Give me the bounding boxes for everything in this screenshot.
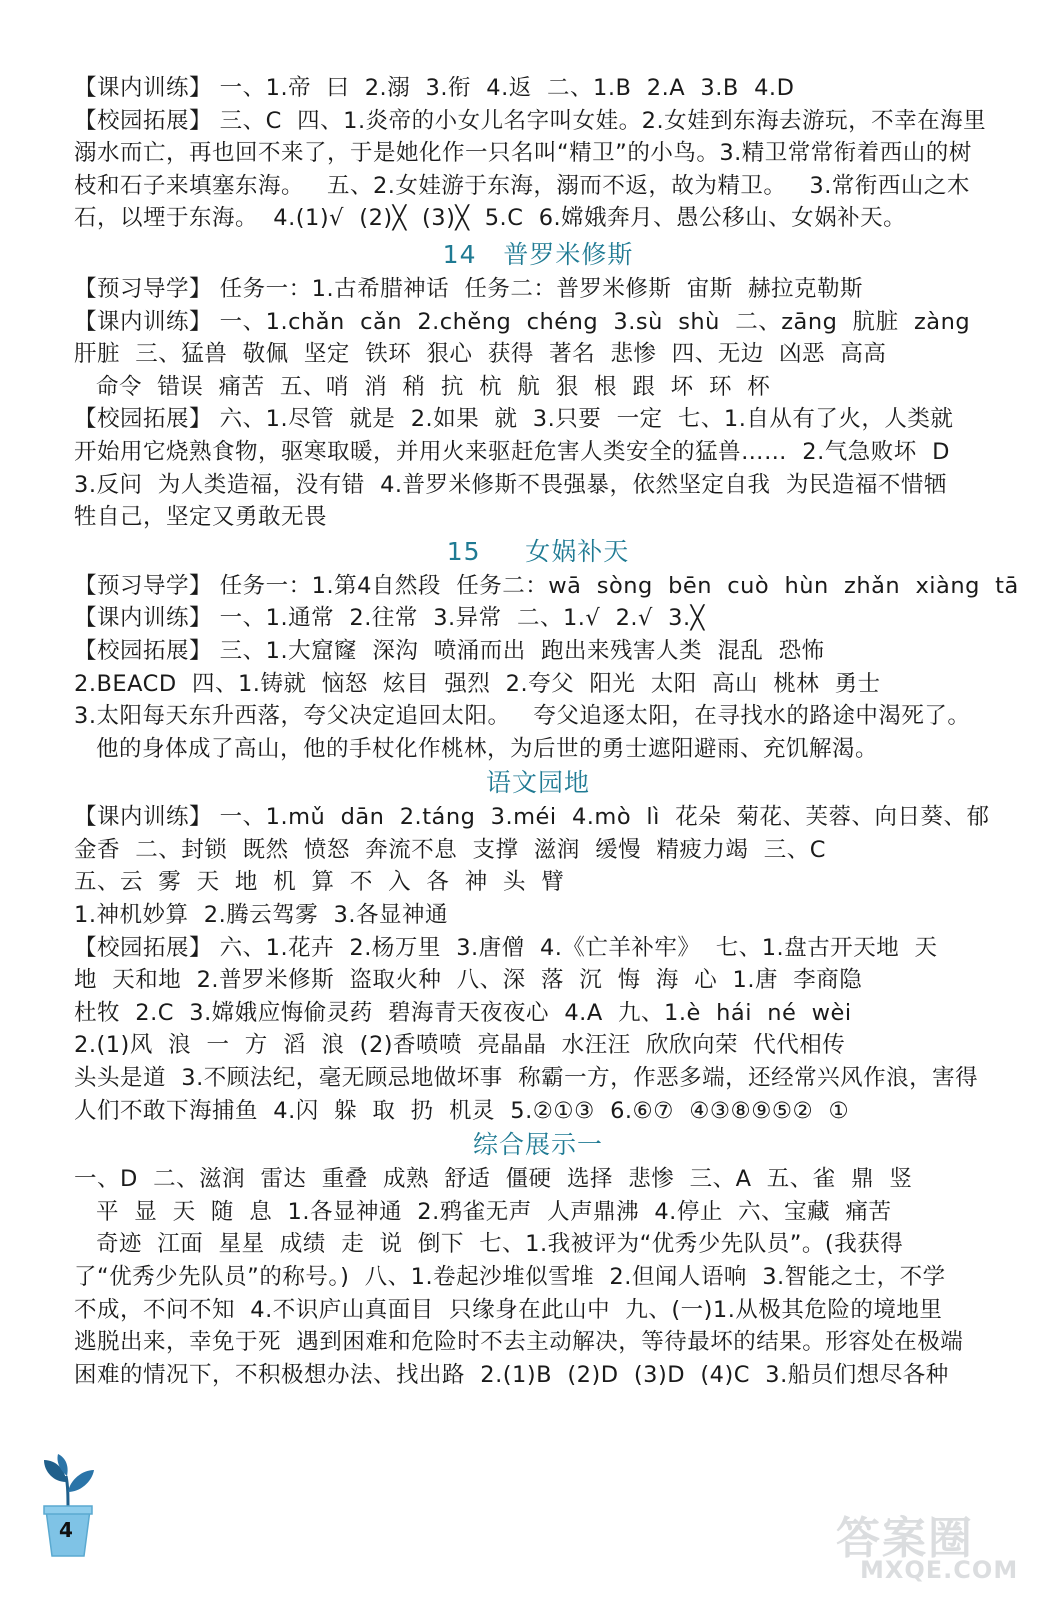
answer-line: 杜牧 2.C 3.嫦娥应悔偷灵药 碧海青天夜夜心 4.A 九、1.è hái né wèi <box>74 999 852 1026</box>
section-title: 综合展示一 <box>472 1130 603 1160</box>
section-title: 15 女娲补天 <box>446 536 630 566</box>
answer-line: 【预习导学】 任务一：1.第4自然段 任务二：wā sòng bēn cuò hùn zhǎn xiàng tā <box>74 572 1019 599</box>
section-title: 语文园地 <box>485 768 590 798</box>
answer-line: 人们不敢下海捕鱼 4.闪 躲 取 扔 机灵 5.②①③ 6.⑥⑦ ④③⑧⑨⑤② ① <box>74 1097 850 1124</box>
watermark-text: 答案圈 <box>836 1513 974 1564</box>
answer-line: 【课内训练】 一、1.mǔ dān 2.táng 3.méi 4.mò lì 花朵 菊花、芙蓉、向日葵、郁 <box>74 804 990 831</box>
answer-line: 【课内训练】 一、1.chǎn cǎn 2.chěng chéng 3.sù shù 二、zāng 肮脏 zàng <box>74 308 971 335</box>
watermark-logo <box>834 1500 1034 1590</box>
answer-line: 奇迹 江面 星星 成绩 走 说 倒下 七、1.我被评为“优秀少先队员”。(我获得 <box>96 1231 904 1258</box>
answer-line: 【课内训练】 一、1.帝 曰 2.溺 3.衔 4.返 二、1.B 2.A 3.B 4.D <box>74 75 795 101</box>
answer-line: 3.反问 为人类造福，没有错 4.普罗米修斯不畏强暴，依然坚定自我 为民造福不惜牺 <box>74 471 947 498</box>
answer-line: 困难的情况下，不积极想办法、找出路 2.(1)B (2)D (3)D (4)C 3.船员们想尽各种 <box>74 1361 949 1388</box>
answer-line: 2.(1)风 浪 一 方 滔 浪 (2)香喷喷 亮晶晶 水汪汪 欣欣向荣 代代相传 <box>74 1032 846 1059</box>
answer-line: 2.BEACD 四、1.铸就 恼怒 炫目 强烈 2.夸父 阳光 太阳 高山 桃林 勇士 <box>74 670 881 697</box>
answer-line: 不成，不问不知 4.不识庐山真面目 只缘身在此山中 九、(一)1.从极其危险的境地里 <box>74 1296 943 1323</box>
answer-line: 【预习导学】 任务一：1.古希腊神话 任务二：普罗米修斯 宙斯 赫拉克勒斯 <box>74 275 864 302</box>
watermark-url: MXQE.COM <box>860 1556 1019 1584</box>
answer-line: 他的身体成了高山，他的手杖化作桃林，为后世的勇士遮阳避雨、充饥解渴。 <box>96 735 879 762</box>
answer-line: 【校园拓展】 三、C 四、1.炎帝的小女儿名字叫女娃。2.女娃到东海去游玩，不幸在海里 <box>74 107 987 134</box>
answer-line: 【校园拓展】 六、1.花卉 2.杨万里 3.唐僧 4.《亡羊补牢》 七、1.盘古开天地 天 <box>74 934 938 961</box>
answer-line: 头头是道 3.不顾法纪，毫无顾忌地做坏事 称霸一方，作恶多端，还经常兴风作浪，害得 <box>74 1065 979 1092</box>
answer-line: 3.太阳每天东升西落，夸父决定追回太阳。 夸父追逐太阳，在寻找水的路途中渴死了。 <box>74 703 971 730</box>
plant-pot-icon <box>36 1452 100 1558</box>
answer-line: 一、D 二、滋润 雷达 重叠 成熟 舒适 僵硬 选择 悲惨 三、A 五、雀 鼎 竖 <box>74 1166 913 1193</box>
answer-line: 平 显 天 随 息 1.各显神通 2.鸦雀无声 人声鼎沸 4.停止 六、宝藏 痛苦 <box>96 1198 892 1225</box>
answer-line: 牲自己，坚定又勇敢无畏 <box>74 504 328 531</box>
answer-line: 【课内训练】 一、1.通常 2.往常 3.异常 二、1.√ 2.√ 3.╳ <box>74 605 705 632</box>
answer-line: 开始用它烧熟食物，驱寒取暖，并用火来驱赶危害人类安全的猛兽…… 2.气急败坏 D <box>74 438 950 465</box>
answer-line: 石，以堙于东海。 4.(1)√ (2)╳ (3)╳ 5.C 6.嫦娥奔月、愚公移山、女娲补天。 <box>74 205 907 232</box>
answer-line: 【校园拓展】 三、1.大窟窿 深沟 喷涌而出 跑出来残害人类 混乱 恐怖 <box>74 637 825 664</box>
answer-line: 枝和石子来填塞东海。 五、2.女娃游于东海，溺而不返，故为精卫。 3.常衔西山之木 <box>74 172 970 199</box>
answer-line: 金香 二、封锁 既然 愤怒 奔流不息 支撑 滋润 缓慢 精疲力竭 三、C <box>74 836 826 863</box>
answer-line: 溺水而亡，再也回不来了，于是她化作一只名叫“精卫”的小鸟。3.精卫常常衔着西山的树 <box>74 140 972 167</box>
answer-line: 逃脱出来，幸免于死 遇到困难和危险时不去主动解决，等待最坏的结果。形容处在极端 <box>74 1329 964 1356</box>
answer-line: 了“优秀少先队员”的称号。) 八、1.卷起沙堆似雪堆 2.但闻人语响 3.智能之士，不学 <box>74 1264 946 1290</box>
answer-line: 地 天和地 2.普罗米修斯 盗取火种 八、深 落 沉 悔 海 心 1.唐 李商隐 <box>74 967 863 994</box>
answer-line: 【校园拓展】 六、1.尽管 就是 2.如果 就 3.只要 一定 七、1.自从有了火，人类就 <box>74 406 954 433</box>
answer-page-content <box>74 72 1019 1391</box>
answer-line: 肝脏 三、猛兽 敬佩 坚定 铁环 狠心 获得 著名 悲惨 四、无边 凶恶 高高 <box>74 341 887 368</box>
answer-line: 五、云 雾 天 地 机 算 不 入 各 神 头 臂 <box>74 869 565 896</box>
page-number: 4 <box>59 1518 73 1542</box>
answer-line: 命令 错误 痛苦 五、哨 消 稍 抗 杭 航 狠 根 跟 坏 环 杯 <box>96 373 771 400</box>
section-title: 14 普罗米修斯 <box>442 239 634 269</box>
answer-line: 1.神机妙算 2.腾云驾雾 3.各显神通 <box>74 902 449 929</box>
